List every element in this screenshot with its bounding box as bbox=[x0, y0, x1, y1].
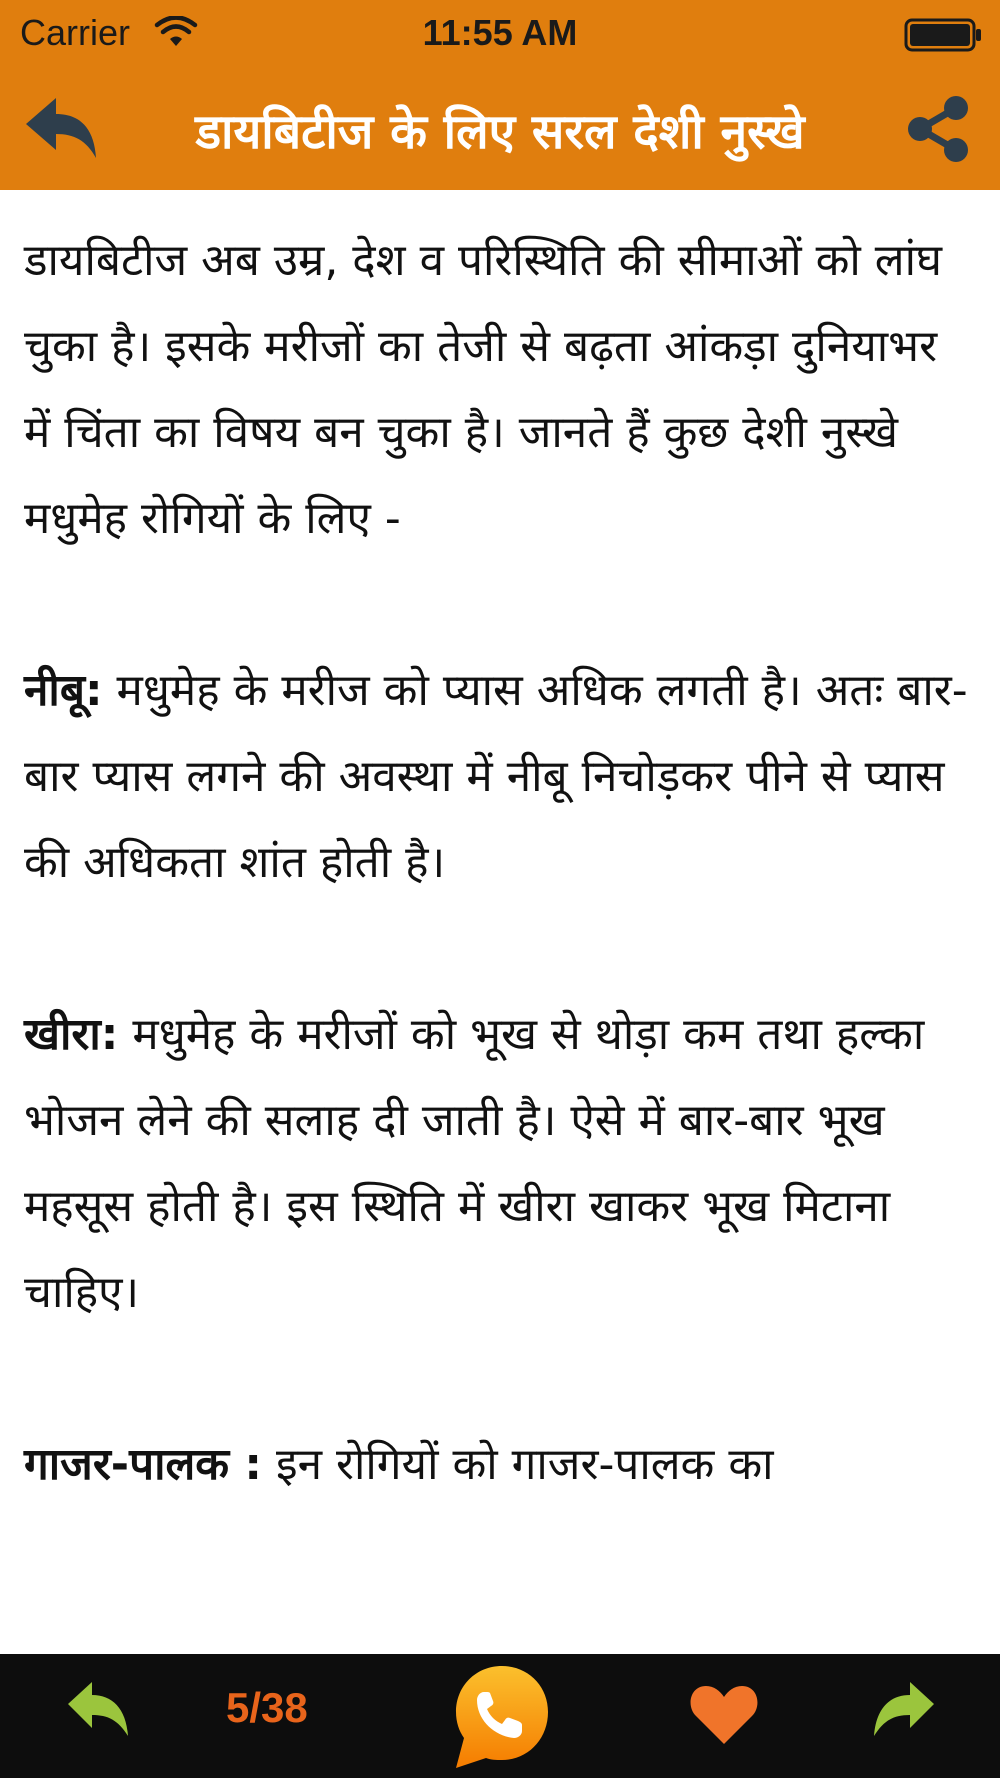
battery-icon bbox=[904, 18, 984, 52]
share-icon bbox=[904, 94, 974, 164]
carrier-label: Carrier bbox=[20, 12, 131, 53]
article-body bbox=[0, 190, 1000, 1508]
whatsapp-call-button[interactable] bbox=[450, 1662, 554, 1772]
page-title: डायबिटीज के लिए सरल देशी नुस्खे bbox=[195, 104, 805, 160]
section-heading: नीबू: bbox=[24, 665, 103, 716]
section-paragraph bbox=[24, 992, 976, 1336]
section-paragraph bbox=[24, 1422, 976, 1508]
section-text: मधुमेह के मरीज को प्यास अधिक लगती है। अतः बार-बार प्यास लगने की अवस्था में नीबू निचोड़कर पीने से प्यास की अधिकता शांत होती है। bbox=[24, 665, 968, 888]
app-header bbox=[0, 0, 1000, 190]
back-arrow-icon bbox=[22, 94, 100, 164]
intro-paragraph: डायबिटीज अब उम्र, देश व परिस्थिति की सीमाओं को लांघ चुका है। इसके मरीजों का तेजी से बढ़ता आंकड़ा दुनियाभर में चिंता का विषय बन चुका है। जानते हैं कुछ देशी नुस्खे मधुमेह रोगियों के लिए - bbox=[24, 235, 943, 544]
back-button[interactable] bbox=[22, 94, 100, 164]
next-arrow-icon bbox=[872, 1680, 936, 1740]
favorite-button[interactable] bbox=[688, 1682, 760, 1746]
page-counter: 5/38 bbox=[226, 1684, 308, 1731]
section-heading: खीरा: bbox=[24, 1009, 119, 1060]
section-paragraph bbox=[24, 648, 976, 906]
section-text: मधुमेह के मरीजों को भूख से थोड़ा कम तथा हल्का भोजन लेने की सलाह दी जाती है। ऐसे में बार-बार भूख महसूस होती है। इस स्थिति में खीरा खाकर भूख मिटाना चाहिए। bbox=[24, 1009, 925, 1318]
heart-icon bbox=[688, 1682, 760, 1746]
next-button[interactable] bbox=[872, 1680, 936, 1740]
previous-button[interactable] bbox=[66, 1680, 130, 1740]
article-content[interactable] bbox=[0, 190, 1000, 1654]
clock: 11:55 AM bbox=[422, 12, 578, 53]
previous-arrow-icon bbox=[66, 1680, 130, 1740]
status-bar bbox=[0, 0, 1000, 68]
section-text: इन रोगियों को गाजर-पालक का bbox=[262, 1439, 774, 1490]
share-button[interactable] bbox=[904, 94, 974, 164]
nav-bar bbox=[0, 68, 1000, 190]
whatsapp-call-icon bbox=[450, 1662, 554, 1772]
section-heading: गाजर-पालक : bbox=[24, 1439, 262, 1490]
bottom-toolbar bbox=[0, 1654, 1000, 1778]
